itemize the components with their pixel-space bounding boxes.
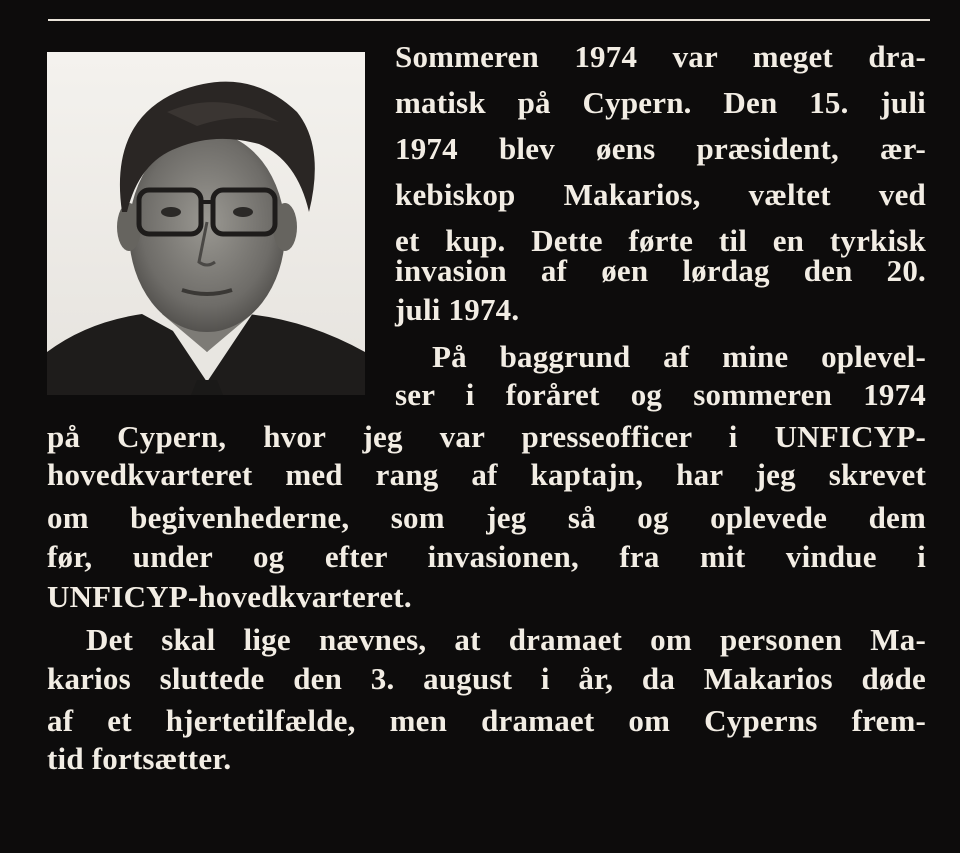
portrait-illustration <box>47 52 365 395</box>
text-line: hovedkvarteret med rang af kaptajn, har jeg skrevet <box>47 457 926 492</box>
text-line: tid fortsætter. <box>47 741 232 776</box>
author-portrait-photo <box>47 52 365 395</box>
text-line: invasion af øen lørdag den 20. <box>395 253 926 288</box>
text-line: Det skal lige nævnes, at dramaet om personen Ma- <box>86 622 926 657</box>
text-line: om begivenhederne, som jeg så og oplevede dem <box>47 500 926 535</box>
top-rule <box>48 19 930 21</box>
text-line: af et hjertetilfælde, men dramaet om Cyperns frem- <box>47 703 926 738</box>
text-line: et kup. Dette førte til en tyrkisk <box>395 223 926 258</box>
text-line: UNFICYP-hovedkvarteret. <box>47 579 412 614</box>
text-line: På baggrund af mine oplevel- <box>432 339 926 374</box>
text-line: på Cypern, hvor jeg var presseofficer i UNFICYP- <box>47 419 926 454</box>
text-line: 1974 blev øens præsident, ær- <box>395 131 926 166</box>
text-line: karios sluttede den 3. august i år, da Makarios døde <box>47 661 926 696</box>
text-line: før, under og efter invasionen, fra mit vindue i <box>47 539 926 574</box>
text-line: kebiskop Makarios, væltet ved <box>395 177 926 212</box>
text-line: matisk på Cypern. Den 15. juli <box>395 85 926 120</box>
text-line: juli 1974. <box>395 292 520 327</box>
text-line: ser i foråret og sommeren 1974 <box>395 377 926 412</box>
text-line: Sommeren 1974 var meget dra- <box>395 39 926 74</box>
